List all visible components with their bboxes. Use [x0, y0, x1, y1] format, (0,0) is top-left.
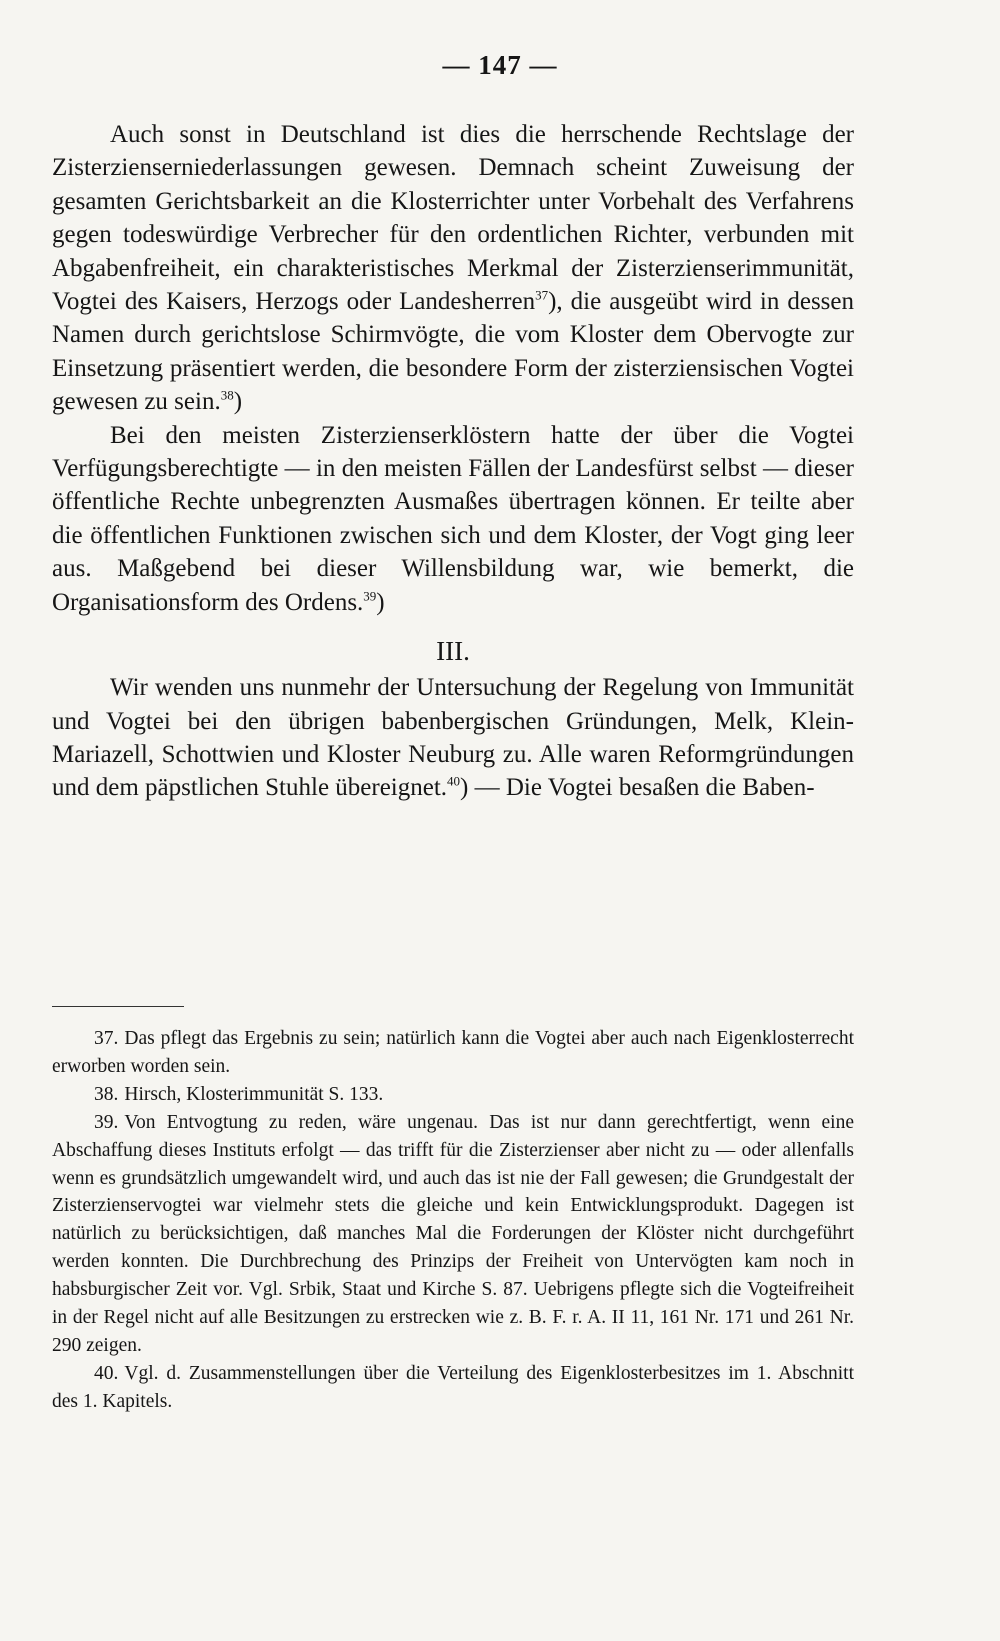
footnote-ref-40[interactable]: 40 [447, 773, 461, 789]
footnote-divider [52, 1006, 184, 1007]
footnotes [52, 1025, 854, 1416]
paragraph-2-part-2: ) [376, 588, 385, 616]
footnote-37 [52, 1025, 854, 1081]
paragraph-3-part-2: ) — Die Vogtei besaßen die Baben- [460, 774, 815, 802]
paragraph-1-part-1: Auch sonst in Deutschland ist dies die herrschende Rechtslage der Zisterzienserniederlassungen gewesen. Demnach scheint Zuweisung der gesamten Gerichtsbarkeit an die Klosterrichter unter Vorbehalt des Verfahrens gegen todeswürdige Verbrecher für den ordentlichen Richter, verbunden mit Abgabenfreiheit, ein charakteristisches Merkmal der Zisterzienserimmunität, Vogtei des Kaisers, Herzogs oder Landesherren [52, 121, 854, 316]
main-text [52, 118, 854, 805]
paragraph-1-part-3: ) [233, 388, 243, 416]
footnote-text: Das pflegt das Ergebnis zu sein; natürlich kann die Vogtei aber auch nach Eigenklosterrecht erworben worden sein. [52, 1028, 854, 1077]
page-number: — 147 — [442, 50, 558, 80]
footnote-number: 40. [94, 1362, 119, 1384]
paragraph-3-part-1: Wir wenden uns nunmehr der Untersuchung der Regelung von Immunität und Vogtei bei den übrigen babenbergischen Gründungen, Melk, Klein-Mariazell, Schottwien und Kloster Neuburg zu. Alle waren Reformgründungen und dem päpstlichen Stuhle übereignet. [52, 674, 854, 802]
footnote-text: Vgl. d. Zusammenstellungen über die Verteilung des Eigenklosterbesitzes im 1. Abschnitt des 1. Kapitels. [52, 1362, 854, 1412]
footnote-number: 37. [94, 1028, 119, 1049]
footnote-number: 38. [94, 1083, 119, 1105]
footnote-40 [52, 1360, 854, 1416]
paragraph-2-part-1: Bei den meisten Zisterzienserklöstern hatte der über die Vogtei Verfügungsberechtigte — in den meisten Fällen der Landesfürst selbst — dieser öffentliche Rechte unbegrenzten Ausmaßes übertragen können. Er teilte aber die öffentlichen Funktionen zwischen sich und dem Kloster, der Vogt ging leer aus. Maßgebend bei dieser Willensbildung war, wie bemerkt, die Organisationsform des Ordens. [52, 421, 854, 616]
paragraph-1-part-2: ), die ausgeübt wird in dessen Namen durch gerichtslose Schirmvögte, die vom Kloster dem Obervogte zur Einsetzung präsentiert werden, die besondere Form der zisterziensischen Vogtei gewesen zu sein. [52, 288, 854, 416]
footnote-number: 39. [94, 1111, 119, 1133]
footnote-ref-39[interactable]: 39 [363, 588, 377, 604]
footnote-ref-38[interactable]: 38 [220, 387, 234, 403]
footnote-38 [52, 1081, 854, 1109]
footnote-39 [52, 1109, 854, 1360]
section-heading: III. [436, 636, 470, 667]
paragraph-2 [52, 419, 854, 619]
paragraph-1 [52, 118, 854, 419]
paragraph-3 [52, 671, 854, 805]
footnote-text: Hirsch, Klosterimmunität S. 133. [124, 1083, 384, 1105]
footnote-text: Von Entvogtung zu reden, wäre ungenau. Das ist nur dann gerechtfertigt, wenn eine Abschaffung dieses Instituts erfolgt — das trifft für die Zisterzienser aber nicht zu — oder allenfalls wenn es grundsätzlich umgewandelt wird, und auch das ist nie der Fall gewesen; die Grundgestalt der Zisterzienservogtei war vielmehr stets die gleiche und kein Entwicklungsprodukt. Dagegen ist natürlich zu berücksichtigen, daß manches Mal die Forderungen der Klöster nicht durchgeführt werden konnten. Die Durchbrechung des Prinzips der Freiheit von Untervögten kam noch in habsburgischer Zeit vor. Vgl. Srbik, Staat und Kirche S. 87. Uebrigens pflegte sich die Vogteifreiheit in der Regel nicht auf alle Besitzungen zu erstrecken wie z. B. F. r. A. II 11, 161 Nr. 171 und 261 Nr. 290 zeigen. [52, 1111, 854, 1356]
footnote-ref-37[interactable]: 37 [535, 287, 549, 303]
